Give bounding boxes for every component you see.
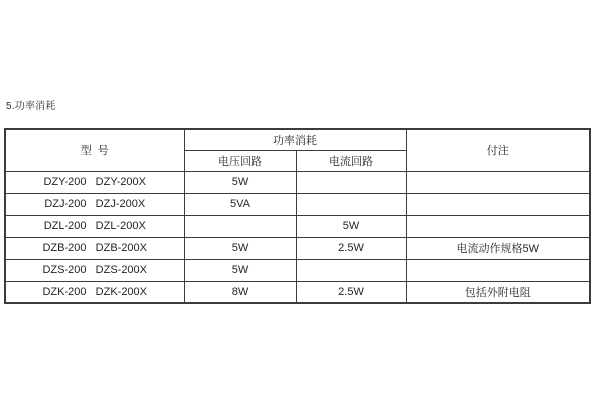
model-cell: DZL-200 DZL-200X	[5, 215, 184, 237]
current-cell	[296, 193, 406, 215]
voltage-cell	[184, 215, 296, 237]
note-cell	[406, 193, 590, 215]
power-consumption-table	[4, 128, 591, 304]
page-heading: 5.功率消耗	[6, 101, 56, 112]
voltage-cell: 5W	[184, 237, 296, 259]
table-row-dzj	[5, 193, 590, 215]
current-cell: 2.5W	[296, 281, 406, 303]
header-notes: 付注	[406, 129, 590, 171]
note-cell: 包括外附电阻	[406, 281, 590, 303]
table-row-dzl	[5, 215, 590, 237]
current-cell: 2.5W	[296, 237, 406, 259]
model-cell: DZS-200 DZS-200X	[5, 259, 184, 281]
model-cell: DZB-200 DZB-200X	[5, 237, 184, 259]
header-voltage-circuit: 电压回路	[184, 150, 296, 171]
voltage-cell: 5VA	[184, 193, 296, 215]
current-cell	[296, 259, 406, 281]
header-current-circuit: 电流回路	[296, 150, 406, 171]
table-row-dzs	[5, 259, 590, 281]
model-cell: DZJ-200 DZJ-200X	[5, 193, 184, 215]
voltage-cell: 5W	[184, 171, 296, 193]
note-cell	[406, 215, 590, 237]
table-row-dzy	[5, 171, 590, 193]
table-row-dzb	[5, 237, 590, 259]
voltage-cell: 8W	[184, 281, 296, 303]
model-cell: DZY-200 DZY-200X	[5, 171, 184, 193]
table-row-dzk	[5, 281, 590, 303]
header-model: 型 号	[5, 129, 184, 171]
note-cell: 电流动作规格5W	[406, 237, 590, 259]
voltage-cell: 5W	[184, 259, 296, 281]
header-row-1	[5, 129, 590, 150]
current-cell	[296, 171, 406, 193]
header-power-group: 功率消耗	[184, 129, 406, 150]
note-cell	[406, 171, 590, 193]
current-cell: 5W	[296, 215, 406, 237]
note-cell	[406, 259, 590, 281]
model-cell: DZK-200 DZK-200X	[5, 281, 184, 303]
